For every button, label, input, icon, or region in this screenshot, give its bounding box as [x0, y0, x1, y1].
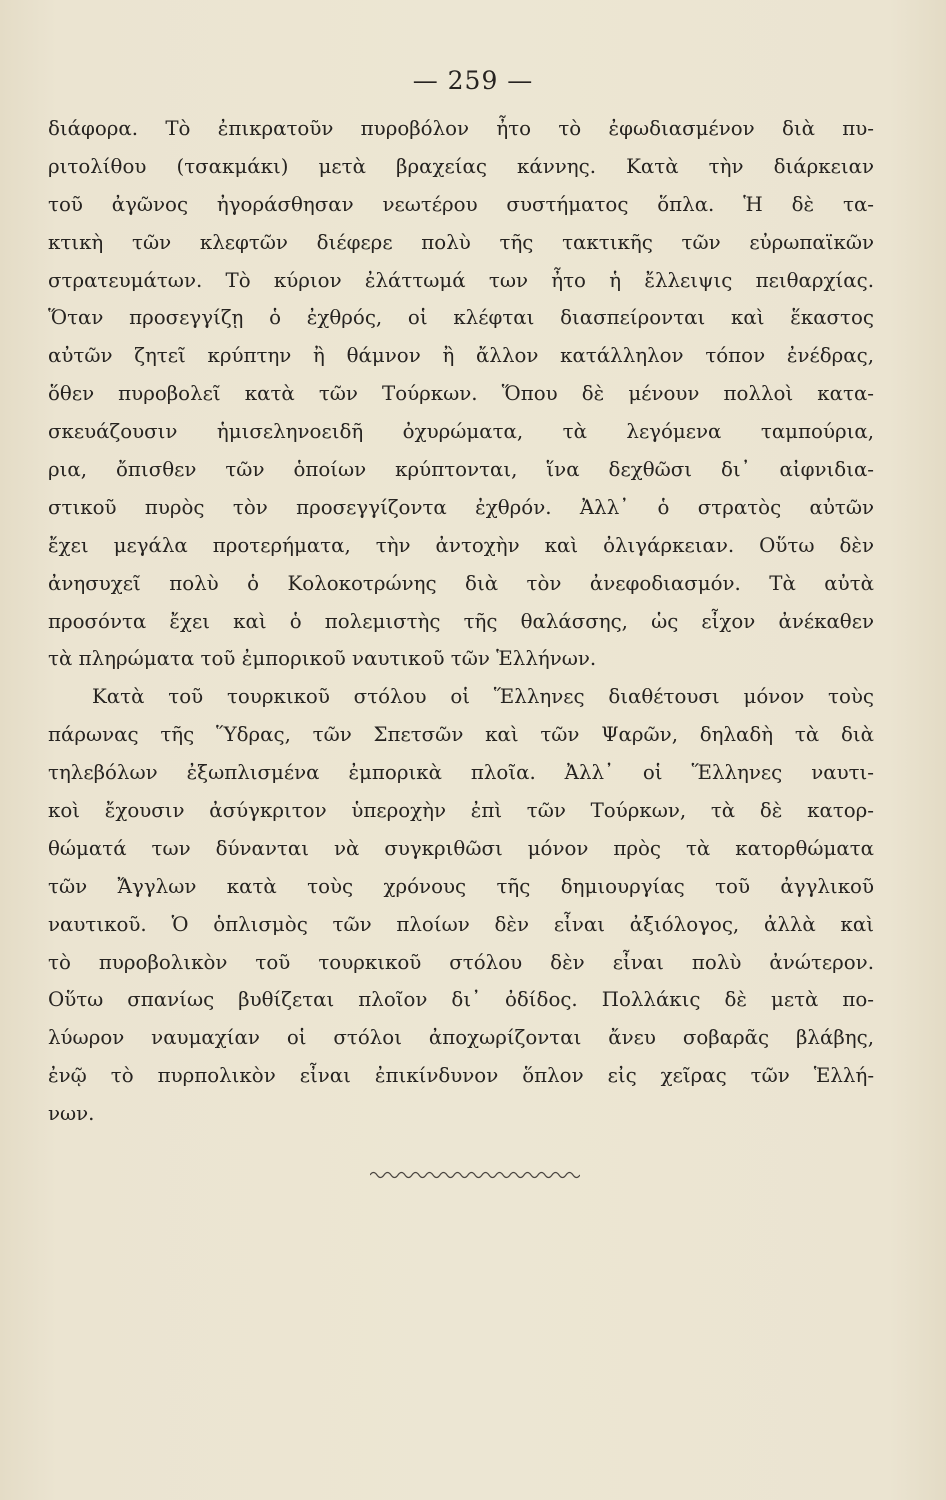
text-line: στρατευμάτων. Τὸ κύριον ἐλάττωμά των ἦτο ἡ ἔλλειψις πειθαρχίας. [48, 268, 874, 292]
text-line: κοὶ ἔχουσιν ἀσύγκριτον ὑπεροχὴν ἐπὶ τῶν Τούρκων, τὰ δὲ κατορ- [48, 799, 874, 823]
text-line: ρια, ὄπισθεν τῶν ὁποίων κρύπτονται, ἵνα δεχθῶσι δι᾿ αἰφνιδια- [48, 458, 874, 482]
page-number: — 259 — [412, 66, 534, 95]
text-line: θώματά των δύνανται νὰ συγκριθῶσι μόνον πρὸς τὰ κατορθώματα [48, 836, 874, 860]
wavy-rule-ornament [370, 1168, 580, 1182]
text-line: ἐνῷ τὸ πυρπολικὸν εἶναι ἐπικίνδυνον ὅπλον εἰς χεῖρας τῶν Ἑλλή- [48, 1064, 874, 1088]
text-line: τῶν Ἄγγλων κατὰ τοὺς χρόνους τῆς δημιουργίας τοῦ ἀγγλικοῦ [48, 874, 874, 898]
text-line: τοῦ ἀγῶνος ἠγοράσθησαν νεωτέρου συστήματος ὅπλα. Ἡ δὲ τα- [48, 192, 874, 216]
text-line: τὰ πληρώματα τοῦ ἐμπορικοῦ ναυτικοῦ τῶν Ἑλλήνων. [48, 647, 597, 671]
text-line: τὸ πυροβολικὸν τοῦ τουρκικοῦ στόλου δὲν εἶναι πολὺ ἀνώτερον. [48, 950, 874, 974]
body-text [48, 110, 874, 1133]
text-line: πάρωνας τῆς Ὕδρας, τῶν Σπετσῶν καὶ τῶν Ψαρῶν, δηλαδὴ τὰ διὰ [48, 723, 874, 747]
text-line: τηλεβόλων ἐξωπλισμένα ἐμπορικὰ πλοῖα. Ἀλλ᾿ οἱ Ἕλληνες ναυτι- [48, 761, 874, 785]
text-line: αὐτῶν ζητεῖ κρύπτην ἢ θάμνον ἢ ἄλλον κατάλληλον τόπον ἐνέδρας, [48, 344, 874, 368]
text-line: ριτολίθου (τσακμάκι) μετὰ βραχείας κάννης. Κατὰ τὴν διάρκειαν [48, 154, 874, 178]
text-line: ὅθεν πυροβολεῖ κατὰ τῶν Τούρκων. Ὅπου δὲ μένουν πολλοὶ κατα- [48, 382, 874, 406]
text-line: λύωρον ναυμαχίαν οἱ στόλοι ἀποχωρίζονται ἄνευ σοβαρᾶς βλάβης, [48, 1026, 874, 1050]
text-line: προσόντα ἔχει καὶ ὁ πολεμιστὴς τῆς θαλάσσης, ὡς εἶχον ἀνέκαθεν [48, 609, 874, 633]
text-line: ἀνησυχεῖ πολὺ ὁ Κολοκοτρώνης διὰ τὸν ἀνεφοδιασμόν. Τὰ αὐτὰ [48, 571, 874, 595]
text-line: ἔχει μεγάλα προτερήματα, τὴν ἀντοχὴν καὶ ὀλιγάρκειαν. Οὕτω δὲν [48, 533, 874, 557]
text-line: Ὅταν προσεγγίζῃ ὁ ἐχθρός, οἱ κλέφται διασπείρονται καὶ ἕκαστος [48, 306, 874, 330]
text-line: διάφορα. Τὸ ἐπικρατοῦν πυροβόλον ἦτο τὸ ἐφωδιασμένον διὰ πυ- [48, 117, 874, 140]
text-line: κτικὴ τῶν κλεφτῶν διέφερε πολὺ τῆς τακτικῆς τῶν εὐρωπαϊκῶν [48, 230, 874, 254]
text-line: Κατὰ τοῦ τουρκικοῦ στόλου οἱ Ἕλληνες διαθέτουσι μόνον τοὺς [92, 685, 874, 709]
text-line: ναυτικοῦ. Ὁ ὁπλισμὸς τῶν πλοίων δὲν εἶναι ἀξιόλογος, ἀλλὰ καὶ [48, 912, 874, 936]
text-line: σκευάζουσιν ἡμισεληνοειδῆ ὀχυρώματα, τὰ λεγόμενα ταμπούρια, [48, 420, 874, 444]
text-line: νων. [48, 1102, 95, 1126]
text-line: Οὕτω σπανίως βυθίζεται πλοῖον δι᾿ ὀδίδος. Πολλάκις δὲ μετὰ πο- [48, 988, 874, 1012]
text-line: στικοῦ πυρὸς τὸν προσεγγίζοντα ἐχθρόν. Ἀλλ᾿ ὁ στρατὸς αὐτῶν [48, 495, 874, 519]
